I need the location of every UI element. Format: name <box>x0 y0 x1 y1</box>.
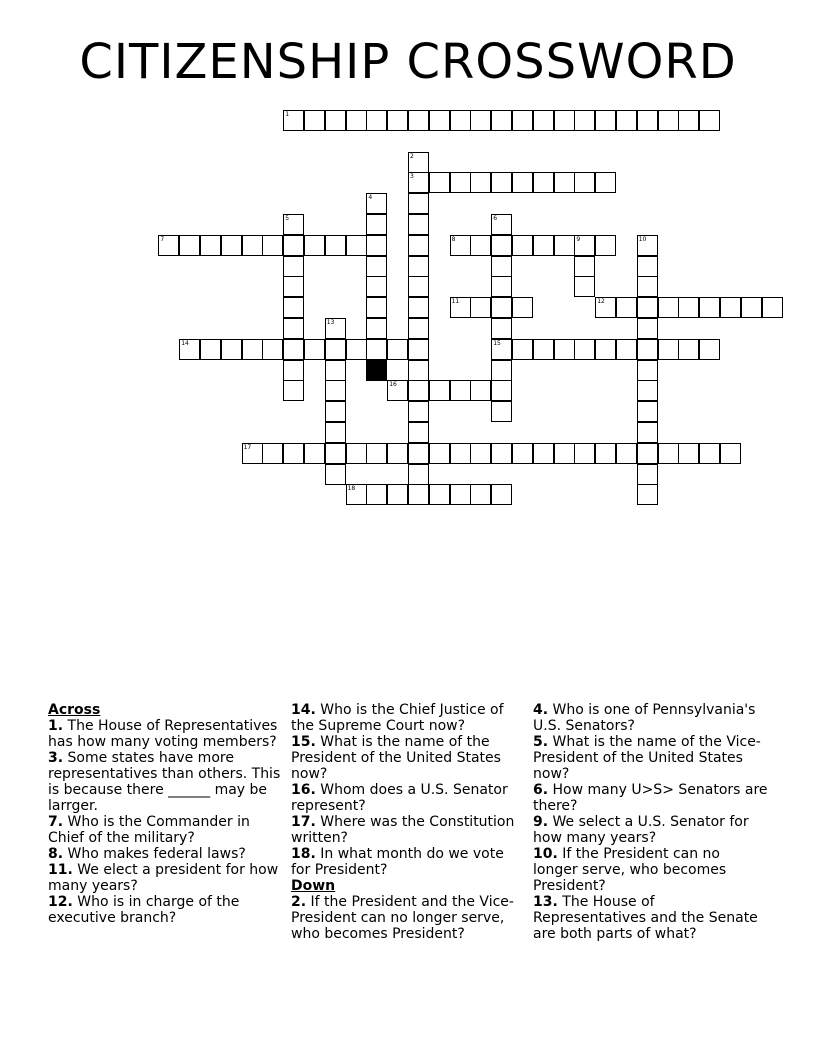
grid-cell[interactable] <box>616 443 637 464</box>
clues-column-1 <box>48 702 284 926</box>
grid-cell[interactable] <box>346 443 367 464</box>
grid-cell[interactable] <box>470 110 491 131</box>
grid-cell[interactable] <box>283 339 304 360</box>
cell-number: 17 <box>243 443 252 451</box>
clue-down-9: 9. We select a U.S. Senator for how many years? <box>533 814 749 846</box>
grid-cell[interactable] <box>242 235 263 256</box>
grid-cell[interactable] <box>470 484 491 505</box>
cell-number: 11 <box>451 298 460 306</box>
grid-cell[interactable] <box>658 297 679 318</box>
grid-cell[interactable] <box>408 401 429 422</box>
grid-cell[interactable] <box>325 360 346 381</box>
grid-cell[interactable] <box>637 484 658 505</box>
grid-cell[interactable] <box>554 339 575 360</box>
grid-cell[interactable] <box>637 318 658 339</box>
cell-number: 10 <box>638 235 647 243</box>
grid-cell[interactable] <box>720 443 741 464</box>
grid-cell[interactable] <box>366 484 387 505</box>
grid-cell[interactable] <box>762 297 783 318</box>
grid-cell[interactable] <box>366 443 387 464</box>
grid-cell[interactable] <box>283 256 304 277</box>
grid-cell[interactable] <box>533 110 554 131</box>
grid-cell[interactable] <box>658 339 679 360</box>
grid-cell[interactable] <box>408 193 429 214</box>
grid-cell[interactable] <box>408 297 429 318</box>
grid-cell[interactable] <box>491 484 512 505</box>
grid-cell[interactable] <box>429 484 450 505</box>
grid-cell[interactable] <box>533 172 554 193</box>
black-cell <box>366 360 387 381</box>
grid-cell[interactable] <box>637 422 658 443</box>
grid-cell[interactable] <box>491 256 512 277</box>
grid-cell[interactable] <box>346 339 367 360</box>
grid-cell[interactable] <box>242 339 263 360</box>
grid-cell[interactable] <box>408 360 429 381</box>
grid-cell[interactable] <box>512 297 533 318</box>
grid-cell[interactable] <box>637 235 658 256</box>
grid-cell[interactable] <box>616 339 637 360</box>
clue-across-1: 1. The House of Representatives has how many voting members? <box>48 718 278 750</box>
grid-cell[interactable] <box>595 235 616 256</box>
grid-cell[interactable] <box>366 214 387 235</box>
clue-down-2: 2. If the President and the Vice-President can no longer serve, who becomes President? <box>291 894 514 942</box>
grid-cell[interactable] <box>574 110 595 131</box>
grid-cell[interactable] <box>304 235 325 256</box>
grid-cell[interactable] <box>179 339 200 360</box>
clue-across-7: 7. Who is the Commander in Chief of the military? <box>48 814 250 846</box>
cell-number: 13 <box>326 319 335 326</box>
grid-cell[interactable] <box>699 443 720 464</box>
cell-number: 12 <box>597 298 605 306</box>
grid-cell[interactable] <box>283 380 304 401</box>
cell-number: 5 <box>285 215 290 222</box>
grid-cell[interactable] <box>491 380 512 401</box>
grid-cell[interactable] <box>346 235 367 256</box>
clue-across-12: 12. Who is in charge of the executive branch? <box>48 894 240 926</box>
grid-cell[interactable] <box>408 276 429 297</box>
grid-cell[interactable] <box>262 235 283 256</box>
grid-cell[interactable] <box>262 443 283 464</box>
grid-cell[interactable] <box>637 276 658 297</box>
grid-cell[interactable] <box>408 464 429 485</box>
grid-cell[interactable] <box>283 110 304 131</box>
grid-cell[interactable] <box>387 380 408 401</box>
grid-cell[interactable] <box>699 297 720 318</box>
grid-cell[interactable] <box>325 443 346 464</box>
grid-cell[interactable] <box>554 235 575 256</box>
grid-cell[interactable] <box>242 443 263 464</box>
page-title: CITIZENSHIP CROSSWORD <box>79 34 737 90</box>
grid-cell[interactable] <box>366 339 387 360</box>
clue-down-10: 10. If the President can no longer serve, who becomes President? <box>533 846 727 894</box>
grid-cell[interactable] <box>554 443 575 464</box>
grid-cell[interactable] <box>304 110 325 131</box>
grid-cell[interactable] <box>450 484 471 505</box>
grid-cell[interactable] <box>470 297 491 318</box>
cell-number: 1 <box>285 111 290 118</box>
grid-cell[interactable] <box>450 110 471 131</box>
grid-cell[interactable] <box>491 401 512 422</box>
grid-cell[interactable] <box>346 484 367 505</box>
grid-cell[interactable] <box>491 339 512 360</box>
grid-cell[interactable] <box>491 172 512 193</box>
grid-cell[interactable] <box>574 276 595 297</box>
grid-cell[interactable] <box>678 110 699 131</box>
grid-cell[interactable] <box>387 339 408 360</box>
grid-cell[interactable] <box>637 464 658 485</box>
grid-cell[interactable] <box>554 172 575 193</box>
grid-cell[interactable] <box>283 360 304 381</box>
grid-cell[interactable] <box>574 235 595 256</box>
grid-cell[interactable] <box>678 297 699 318</box>
grid-cell[interactable] <box>574 443 595 464</box>
grid-cell[interactable] <box>387 110 408 131</box>
clue-down-6: 6. How many U>S> Senators are there? <box>533 782 768 814</box>
grid-cell[interactable] <box>429 380 450 401</box>
grid-cell[interactable] <box>491 214 512 235</box>
cell-number: 4 <box>368 194 373 202</box>
grid-cell[interactable] <box>408 443 429 464</box>
grid-cell[interactable] <box>408 339 429 360</box>
grid-cell[interactable] <box>429 110 450 131</box>
clue-across-17: 17. Where was the Constitution written? <box>291 814 515 846</box>
cell-number: 3 <box>410 173 414 181</box>
clue-down-5: 5. What is the name of the Vice-President of the United States now? <box>533 734 761 782</box>
cell-number: 15 <box>493 339 501 347</box>
cell-number: 9 <box>576 235 581 243</box>
grid-cell[interactable] <box>366 193 387 214</box>
grid-cell[interactable] <box>387 443 408 464</box>
grid-cell[interactable] <box>491 297 512 318</box>
grid-cell[interactable] <box>637 360 658 381</box>
grid-cell[interactable] <box>283 235 304 256</box>
grid-cell[interactable] <box>512 172 533 193</box>
grid-cell[interactable] <box>637 443 658 464</box>
grid-cell[interactable] <box>200 235 221 256</box>
grid-cell[interactable] <box>470 380 491 401</box>
grid-cell[interactable] <box>450 235 471 256</box>
grid-cell[interactable] <box>366 235 387 256</box>
grid-cell[interactable] <box>741 297 762 318</box>
grid-cell[interactable] <box>325 110 346 131</box>
cell-number: 16 <box>389 381 397 389</box>
grid-cell[interactable] <box>429 172 450 193</box>
down-heading: Down <box>291 878 336 894</box>
grid-cell[interactable] <box>408 422 429 443</box>
grid-cell[interactable] <box>450 443 471 464</box>
grid-cell[interactable] <box>408 235 429 256</box>
grid-cell[interactable] <box>533 339 554 360</box>
grid-cell[interactable] <box>429 443 450 464</box>
grid-cell[interactable] <box>658 443 679 464</box>
grid-cell[interactable] <box>408 380 429 401</box>
grid-cell[interactable] <box>637 380 658 401</box>
across-heading: Across <box>48 702 101 718</box>
grid-cell[interactable] <box>512 235 533 256</box>
grid-cell[interactable] <box>574 172 595 193</box>
grid-cell[interactable] <box>678 339 699 360</box>
grid-cell[interactable] <box>720 297 741 318</box>
grid-cell[interactable] <box>366 297 387 318</box>
grid-cell[interactable] <box>408 110 429 131</box>
grid-cell[interactable] <box>470 235 491 256</box>
grid-cell[interactable] <box>574 256 595 277</box>
grid-cell[interactable] <box>283 297 304 318</box>
grid-cell[interactable] <box>450 172 471 193</box>
grid-cell[interactable] <box>491 235 512 256</box>
grid-cell[interactable] <box>387 484 408 505</box>
grid-cell[interactable] <box>179 235 200 256</box>
grid-cell[interactable] <box>470 443 491 464</box>
clue-across-14: 14. Who is the Chief Justice of the Supreme Court now? <box>291 702 504 734</box>
clues-column-3 <box>533 702 769 942</box>
grid-cell[interactable] <box>158 235 179 256</box>
grid-cell[interactable] <box>554 110 575 131</box>
grid-cell[interactable] <box>491 110 512 131</box>
crossword-grid <box>0 0 816 520</box>
grid-cell[interactable] <box>512 443 533 464</box>
grid-cell[interactable] <box>658 110 679 131</box>
clue-down-13: 13. The House of Representatives and the Senate are both parts of what? <box>533 894 758 942</box>
clue-down-4: 4. Who is one of Pennsylvania's U.S. Senators? <box>533 702 756 734</box>
grid-cell[interactable] <box>408 152 429 173</box>
grid-cell[interactable] <box>512 110 533 131</box>
grid-cell[interactable] <box>574 339 595 360</box>
grid-cell[interactable] <box>470 172 491 193</box>
grid-cell[interactable] <box>262 339 283 360</box>
grid-cell[interactable] <box>366 110 387 131</box>
cell-number: 8 <box>451 235 456 243</box>
grid-cell[interactable] <box>283 276 304 297</box>
grid-cell[interactable] <box>595 443 616 464</box>
grid-cell[interactable] <box>283 214 304 235</box>
grid-cell[interactable] <box>366 318 387 339</box>
grid-cell[interactable] <box>595 339 616 360</box>
grid-cell[interactable] <box>637 256 658 277</box>
grid-cell[interactable] <box>450 297 471 318</box>
grid-cell[interactable] <box>325 422 346 443</box>
grid-cell[interactable] <box>325 464 346 485</box>
clue-across-16: 16. Whom does a U.S. Senator represent? <box>291 782 508 814</box>
grid-cell[interactable] <box>408 214 429 235</box>
grid-cell[interactable] <box>637 401 658 422</box>
grid-cell[interactable] <box>491 276 512 297</box>
grid-cell[interactable] <box>346 110 367 131</box>
grid-cell[interactable] <box>595 172 616 193</box>
grid-cell[interactable] <box>533 235 554 256</box>
cell-number: 7 <box>160 235 165 243</box>
grid-cell[interactable] <box>221 339 242 360</box>
grid-cell[interactable] <box>533 443 554 464</box>
grid-cell[interactable] <box>699 110 720 131</box>
grid-cell[interactable] <box>699 339 720 360</box>
grid-cell[interactable] <box>678 443 699 464</box>
grid-cell[interactable] <box>221 235 242 256</box>
grid-cell[interactable] <box>304 339 325 360</box>
grid-cell[interactable] <box>325 235 346 256</box>
grid-cell[interactable] <box>283 318 304 339</box>
clue-across-11: 11. We elect a president for how many years? <box>48 862 279 894</box>
grid-cell[interactable] <box>366 276 387 297</box>
grid-cell[interactable] <box>637 110 658 131</box>
grid-cell[interactable] <box>408 256 429 277</box>
grid-cell[interactable] <box>637 339 658 360</box>
cell-number: 2 <box>410 152 414 160</box>
grid-cell[interactable] <box>200 339 221 360</box>
clue-across-15: 15. What is the name of the President of the United States now? <box>291 734 501 782</box>
clue-across-8: 8. Who makes federal laws? <box>48 846 246 862</box>
grid-cell[interactable] <box>637 297 658 318</box>
grid-cell[interactable] <box>325 401 346 422</box>
grid-cell[interactable] <box>450 380 471 401</box>
grid-cell[interactable] <box>325 318 346 339</box>
cell-number: 18 <box>347 485 356 493</box>
clues-column-2 <box>291 702 527 942</box>
grid-cell[interactable] <box>616 297 637 318</box>
grid-cell[interactable] <box>491 318 512 339</box>
cell-number: 6 <box>493 215 498 222</box>
grid-cell[interactable] <box>408 172 429 193</box>
grid-cell[interactable] <box>616 110 637 131</box>
clue-across-18: 18. In what month do we vote for President? <box>291 846 504 878</box>
grid-cell[interactable] <box>366 256 387 277</box>
grid-cell[interactable] <box>408 484 429 505</box>
grid-cell[interactable] <box>512 339 533 360</box>
grid-cell[interactable] <box>595 297 616 318</box>
grid-cell[interactable] <box>595 110 616 131</box>
clue-across-3: 3. Some states have more representatives than others. This is because there ______ may be larrger. <box>48 750 281 814</box>
grid-cell[interactable] <box>408 318 429 339</box>
grid-cell[interactable] <box>491 443 512 464</box>
grid-cell[interactable] <box>304 443 325 464</box>
cell-number: 14 <box>181 339 189 347</box>
grid-cell[interactable] <box>325 339 346 360</box>
grid-cell[interactable] <box>325 380 346 401</box>
grid-cell[interactable] <box>283 443 304 464</box>
grid-cell[interactable] <box>491 360 512 381</box>
